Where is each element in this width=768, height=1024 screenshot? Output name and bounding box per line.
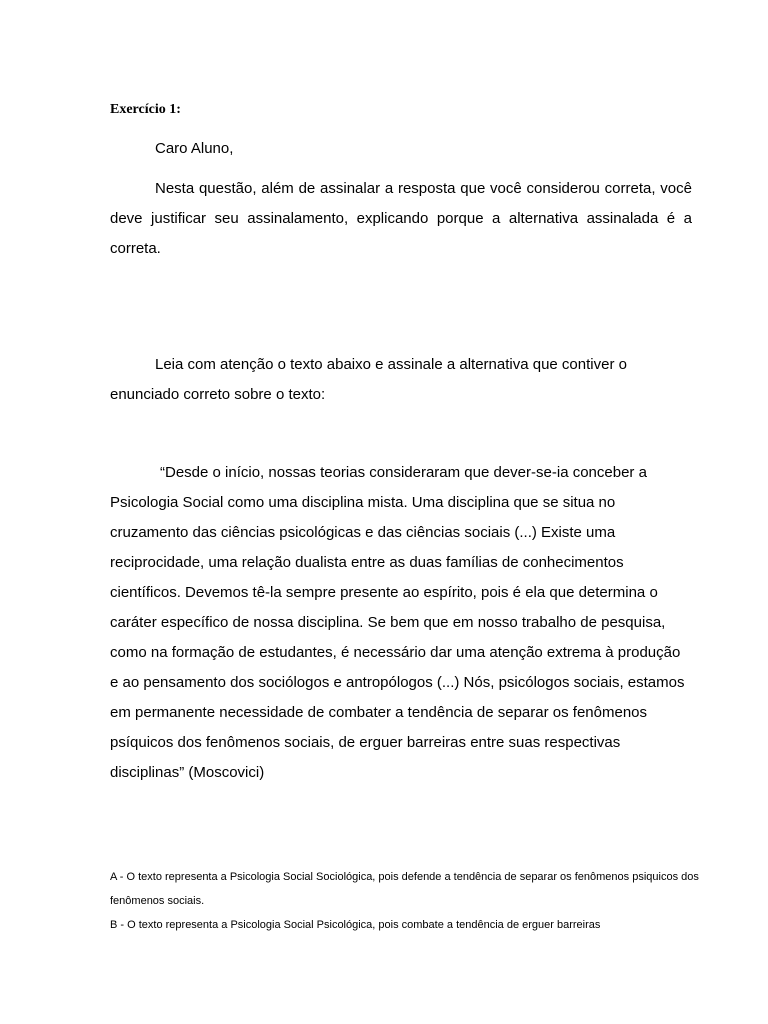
exercise-heading: Exercício 1: [110,102,181,117]
greeting: Caro Aluno, [155,140,234,157]
option-b: B - O texto representa a Psicologia Social Psicológica, pois combate a tendência de erguer barreiras [110,919,601,931]
option-a: A - O texto representa a Psicologia Social Sociológica, pois defende a tendência de separar os fenômenos psiquicos dos fenômenos sociais. [110,871,699,907]
quote-paragraph: “Desde o início, nossas teorias consideraram que dever-se-ia conceber a Psicologia Social como uma disciplina mista. Uma disciplina que se situa no cruzamento das ciências psicológicas e das ciências sociais (...) Existe uma reciprocidade, uma relação dualista entre as duas famílias de conhecimentos científicos. Devemos tê-la sempre presente ao espírito, pois é ela que determina o caráter específico de nossa disciplina. Se bem que em nosso trabalho de pesquisa, como na formação de estudantes, é necessário dar uma atenção extrema à produção e ao pensamento dos sociólogos e antropólogos (...) Nós, psicólogos sociais, estamos em permanente necessidade de combater a tendência de separar os fenômenos psíquicos dos fenômenos sociais, de erguer barreiras entre suas respectivas disciplinas” (Moscovici) [110,464,685,781]
answer-options [110,865,710,937]
prompt-paragraph: Leia com atenção o texto abaixo e assinale a alternativa que contiver o enunciado correto sobre o texto: [110,356,627,403]
instructions-paragraph: Nesta questão, além de assinalar a resposta que você considerou correta, você deve justificar seu assinalamento, explicando porque a alternativa assinalada é a correta. [110,180,692,257]
